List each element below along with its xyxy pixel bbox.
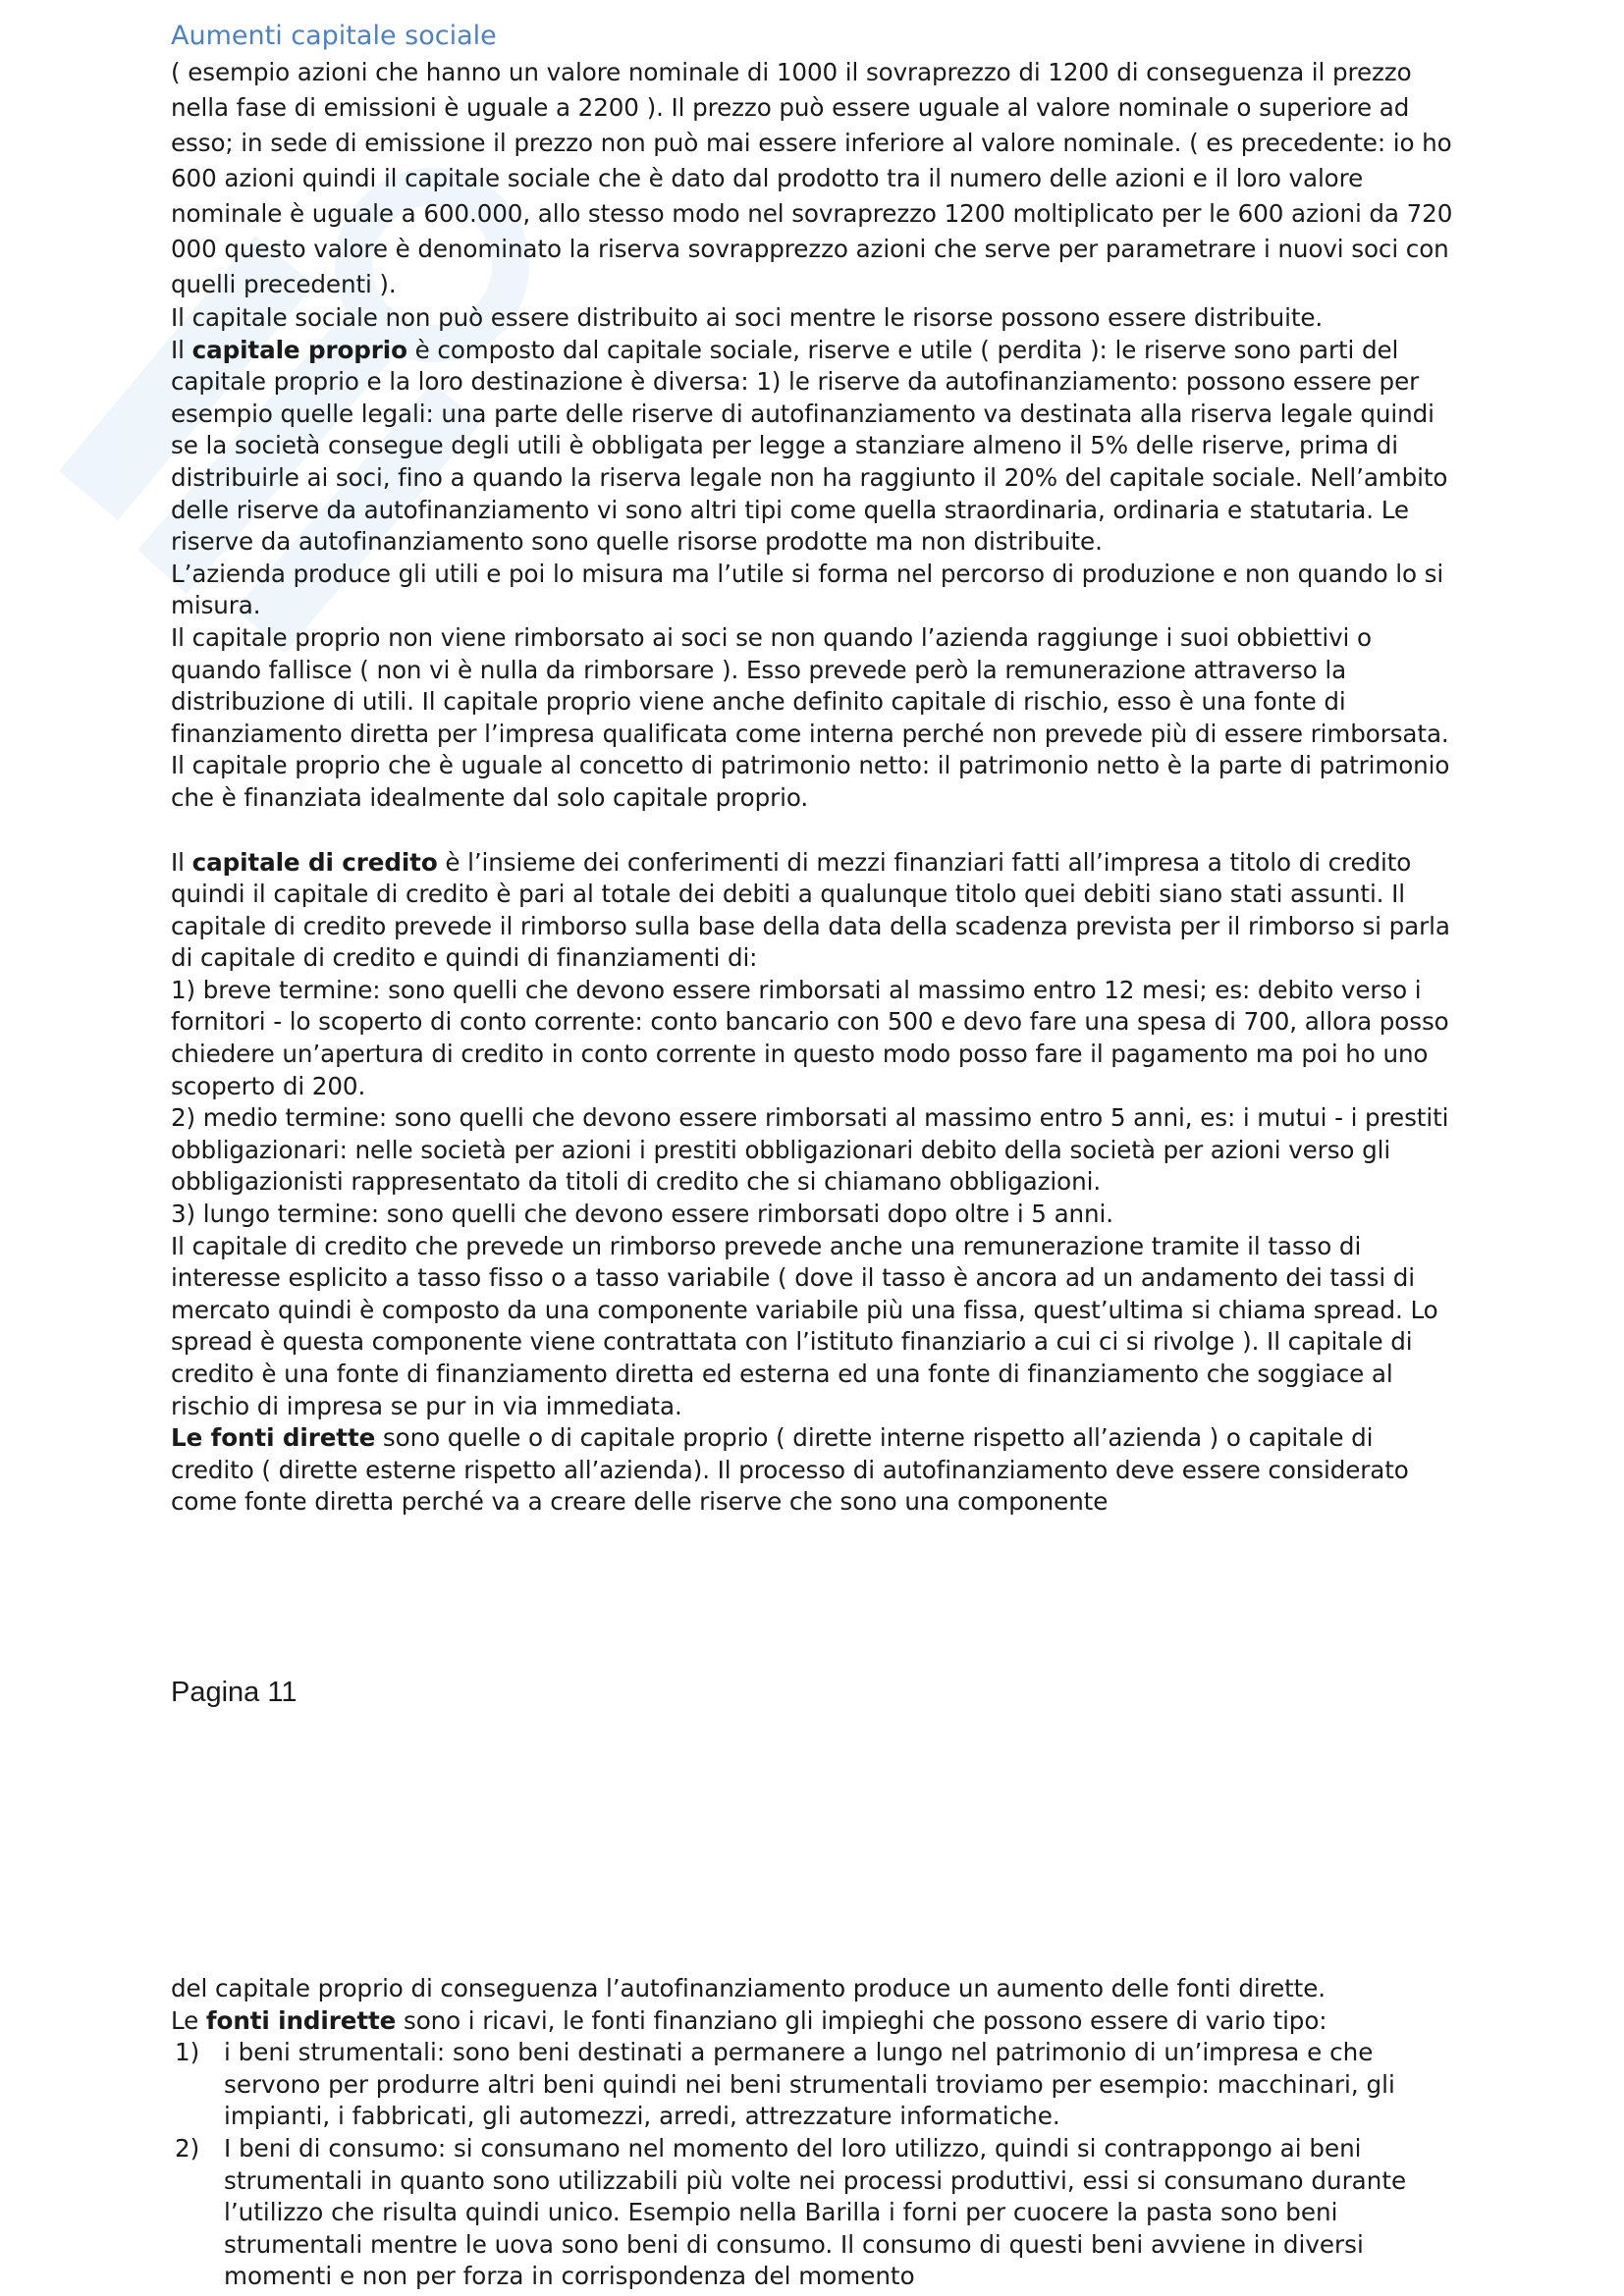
paragraph-lungo-termine: 3) lungo termine: sono quelli che devono essere rimborsati dopo oltre i 5 anni. [171, 1200, 1113, 1229]
paragraph-medio-termine: 2) medio termine: sono quelli che devono essere rimborsati al massimo entro 5 anni, es: i mutui - i prestiti obbligazionari: nelle società per azioni i prestiti obbligazionari debito della società per azioni verso gli obbligazionisti rappresentato da titoli di credito che si chiamano obbligazioni. [171, 1103, 1449, 1197]
paragraph-breve-termine: 1) breve termine: sono quelli che devono essere rimborsati al massimo entro 12 mesi; es: debito verso i fornitori - lo scoperto di conto corrente: conto bancario con 500 e devo fare una spesa di 700, allora posso chiedere un’apertura di credito in conto corrente in questo modo posso fare il pagamento ma poi ho uno scoperto di 200. [171, 975, 1449, 1100]
paragraph-utili: L’azienda produce gli utili e poi lo misura ma l’utile si forma nel percorso di produzione e non quando lo si misura. [171, 559, 1444, 620]
paragraph-fonti-dirette: Le fonti dirette sono quelle o di capitale proprio ( dirette interne rispetto all’azienda ) o capitale di credito ( dirette esterne rispetto all’azienda). Il processo di autofinanziamento deve essere considerato come fonte diretta perché va a creare delle riserve che sono una componente [171, 1423, 1409, 1517]
page-footer: Pagina 11 [171, 1677, 298, 1708]
impieghi-list [171, 2037, 1457, 2293]
paragraph-rimborso: Il capitale proprio non viene rimborsato ai soci se non quando l’azienda raggiunge i suoi obbiettivi o quando fallisce ( non vi è nulla da rimborsare ). Esso prevede però la remunerazione attraverso la distribuzione di utili. Il capitale proprio viene anche definito capitale di rischio, esso è una fonte di finanziamento diretta per l’impresa qualificata come interna perché non prevede più di essere rimborsata. Il capitale proprio che è uguale al concetto di patrimonio netto: il patrimonio netto è la parte di patrimonio che è finanziata idealmente dal solo capitale proprio. [171, 622, 1450, 812]
intro-block [171, 55, 1457, 302]
paragraph-continua: del capitale proprio di conseguenza l’autofinanziamento produce un aumento delle fonti dirette. [171, 1974, 1326, 2002]
section-heading: Aumenti capitale sociale [171, 21, 497, 51]
page-11-content [171, 20, 1457, 1519]
term-capitale-proprio: capitale proprio [191, 335, 407, 364]
paragraph-distribuzione: Il capitale sociale non può essere distribuito ai soci mentre le risorse possono essere distribuite. [171, 303, 1324, 332]
paragraph-gap [171, 815, 1457, 847]
list-item: 1) i beni strumentali: sono beni destinati a permanere a lungo nel patrimonio di un’impresa e che servono per produrre altri beni quindi nei beni strumentali troviamo per esempio: macchinari, gli impianti, i fabbricati, gli automezzi, arredi, attrezzature informatiche. [175, 2038, 1395, 2131]
paragraph-fonti-indirette: Le fonti indirette sono i ricavi, le fonti finanziano gli impieghi che possono essere di vario tipo: [171, 2005, 1327, 2035]
paragraph-remunerazione: Il capitale di credito che prevede un rimborso prevede anche una remunerazione tramite il tasso di interesse esplicito a tasso fisso o a tasso variabile ( dove il tasso è ancora ad un andamento dei tassi di mercato quindi è composto da una componente variabile più una fissa, quest’ultima si chiama spread. Lo spread è questa componente viene contrattata con l’istituto finanziario a cui ci si rivolge ). Il capitale di credito è una fonte di finanziamento diretta ed esterna ed una fonte di finanziamento che soggiace al rischio di impresa se pur in via immediata. [171, 1231, 1438, 1420]
paragraph-capitale-credito: Il capitale di credito è l’insieme dei conferimenti di mezzi finanziari fatti all’impresa a titolo di credito quindi il capitale di credito è pari al totale dei debiti a qualunque titolo quei debiti siano stati assunti. Il capitale di credito prevede il rimborso sulla base della data della scadenza prevista per il rimborso si parla di capitale di credito e quindi di finanziamenti di: [171, 847, 1450, 973]
term-fonti-indirette: fonti indirette [205, 2005, 397, 2035]
paragraph-capitale-proprio: Il capitale proprio è composto dal capitale sociale, riserve e utile ( perdita ): le riserve sono parti del capitale proprio e la loro destinazione è diversa: 1) le riserve da autofinanziamento: possono essere per esempio quelle legali: una parte delle riserve di autofinanziamento va destinata alla riserva legale quindi se la società consegue degli utili è obbligata per legge a stanziare almeno il 5% delle riserve, prima di distribuirle ai soci, fino a quando la riserva legale non ha raggiunto il 20% del capitale sociale. Nell’ambito delle riserve da autofinanziamento vi sono altri tipi come quella straordinaria, ordinaria e statutaria. Le riserve da autofinanziamento sono quelle risorse prodotte ma non distribuite. [171, 335, 1448, 557]
intro-paragraph: ( esempio azioni che hanno un valore nominale di 1000 il sovraprezzo di 1200 di conseguenza il prezzo nella fase di emissioni è uguale a 2200 ). Il prezzo può essere uguale al valore nominale o superiore ad esso; in sede di emissione il prezzo non può mai essere inferiore al valore nominale. ( es precedente: io ho 600 azioni quindi il capitale sociale che è dato dal prodotto tra il numero delle azioni e il loro valore nominale è uguale a 600.000, allo stesso modo nel sovraprezzo 1200 moltiplicato per le 600 azioni da 720 000 questo valore è denominato la riserva sovrapprezzo azioni che serve per parametrare i nuovi soci con quelli precedenti ). [171, 58, 1453, 298]
term-capitale-credito: capitale di credito [191, 847, 438, 877]
list-item: 2) I beni di consumo: si consumano nel momento del loro utilizzo, quindi si contrappongo ai beni strumentali in quanto sono utilizzabili più volte nei processi produttivi, essi si consumano durante l’utilizzo che risulta quindi unico. Esempio nella Barilla i forni per cuocere la pasta sono beni strumentali mentre le uova sono beni di consumo. Il consumo di questi beni avviene in diversi momenti e non per forza in corrispondenza del momento [175, 2133, 1407, 2291]
page-12-content [171, 1973, 1457, 2293]
term-fonti-dirette: Le fonti dirette [171, 1423, 376, 1453]
